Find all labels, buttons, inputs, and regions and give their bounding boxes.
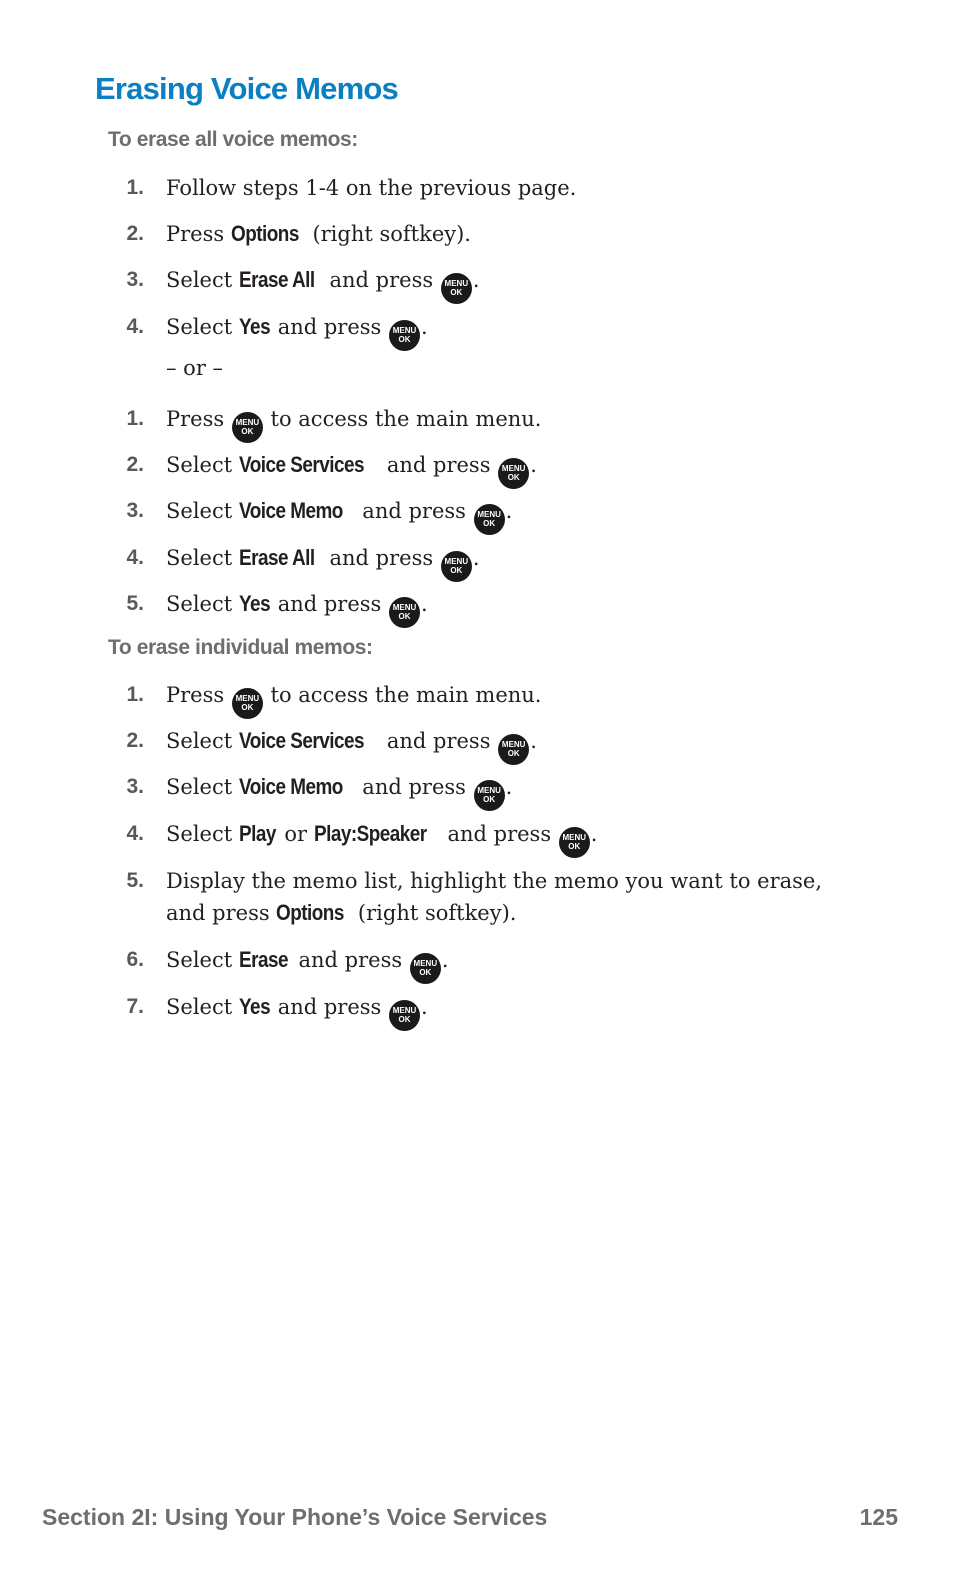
word-press: Press [166,407,225,431]
step-number: 7. [126,995,144,1018]
list-item [0,865,954,935]
list-item [0,449,954,483]
step-number: 2. [126,453,144,476]
step-text: Select Erase All and press MENU OK . [166,264,480,304]
step-number: 6. [126,948,144,971]
word-select: Select [166,822,233,846]
step-text [166,865,846,929]
voice-memo-label: Voice Memo [238,498,343,523]
and-press: and press [329,546,434,570]
step-number: 5. [126,592,144,615]
list-item [0,495,954,529]
menu-ok-key-icon: MENU OK [441,551,472,582]
list-item [0,771,954,805]
menu-ok-key-icon: MENU OK [559,827,590,858]
menu-ok-key-icon: MENU OK [389,1000,420,1031]
word-select: Select [166,592,233,616]
word-select: Select [166,268,233,292]
step-number: 5. [126,869,144,892]
step-suffix: to access the main menu. [270,407,542,431]
list-item [0,679,954,713]
or-separator: – or – [166,356,224,380]
menu-ok-key-icon: MENU OK [498,458,529,489]
step-number: 1. [126,407,144,430]
menu-ok-key-icon: MENU OK [232,412,263,443]
step-text: Select Play or Play:Speaker and press MENU OK . [166,818,597,858]
step-text [166,679,541,719]
list-item [0,264,954,298]
list-item [0,991,954,1025]
page-title: Erasing Voice Memos [95,71,398,106]
step-text: Select Voice Services and press MENU OK . [166,449,537,489]
word-select: Select [166,499,233,523]
word-select: Select [166,453,233,477]
step-text: Select Yes and press MENU OK . [166,991,428,1031]
word-or: or [284,822,308,846]
step-suffix: (right softkey). [357,901,517,925]
step-text: Select Erase All and press MENU OK . [166,542,480,582]
menu-ok-key-icon: MENU OK [389,320,420,351]
step-number: 4. [126,315,144,338]
step-number: 2. [126,729,144,752]
step-text: Follow steps 1-4 on the previous page. [166,176,577,200]
voice-services-label: Voice Services [238,452,364,477]
word-select: Select [166,315,233,339]
voice-services-label: Voice Services [238,728,364,753]
yes-label: Yes [238,591,270,616]
step-number: 4. [126,822,144,845]
play-label: Play [238,821,276,846]
play-speaker-label: Play:Speaker [313,821,427,846]
and-press: and press [362,499,466,523]
yes-label: Yes [238,994,270,1019]
step-number: 1. [126,176,144,199]
list-item [0,172,954,206]
step-text: Select Voice Memo and press MENU OK . [166,771,512,811]
yes-label: Yes [238,314,270,339]
options-softkey-label: Options [276,900,345,925]
footer-section-title: Section 2I: Using Your Phone’s Voice Services [42,1504,548,1530]
step-text: Select Voice Memo and press MENU OK . [166,495,512,535]
and-press: and press [277,315,382,339]
list-item [0,542,954,576]
and-press: and press [329,268,434,292]
list-item [0,944,954,978]
subheading-erase-all: To erase all voice memos: [108,128,358,151]
menu-ok-key-icon: MENU OK [498,734,529,765]
menu-ok-key-icon: MENU OK [389,597,420,628]
step-suffix: (right softkey). [312,222,471,246]
list-item [0,311,954,345]
step-text: Select Erase and press MENU OK . [166,944,449,984]
step-text [166,218,471,250]
page-number: 125 [859,1504,898,1530]
and-press: and press [277,995,382,1019]
menu-ok-key-icon: MENU OK [232,688,263,719]
erase-label: Erase [238,947,288,972]
step-number: 3. [126,268,144,291]
word-select: Select [166,948,233,972]
erase-all-label: Erase All [238,545,315,570]
and-press: and press [277,592,382,616]
step-text: Select Voice Services and press MENU OK . [166,725,537,765]
menu-ok-key-icon: MENU OK [441,273,472,304]
step-text: Select Yes and press MENU OK . [166,311,428,351]
and-press: and press [298,948,403,972]
and-press: and press [447,822,552,846]
erase-all-label: Erase All [238,267,315,292]
step-text: Select Yes and press MENU OK . [166,588,428,628]
list-item [0,588,954,622]
step-number: 3. [126,499,144,522]
menu-ok-key-icon: MENU OK [474,780,505,811]
step-number: 4. [126,546,144,569]
word-select: Select [166,546,233,570]
word-press: Press [166,222,225,246]
and-press: and press [386,453,491,477]
list-item [0,218,954,252]
list-item [0,403,954,437]
word-press: Press [166,683,225,707]
step-text [166,403,541,443]
subheading-erase-individual: To erase individual memos: [108,636,373,659]
step-number: 1. [126,683,144,706]
voice-memo-label: Voice Memo [238,774,343,799]
list-item [0,818,954,852]
word-select: Select [166,775,233,799]
and-press: and press [362,775,466,799]
menu-ok-key-icon: MENU OK [474,504,505,535]
step-number: 2. [126,222,144,245]
word-select: Select [166,729,233,753]
options-softkey-label: Options [230,221,299,246]
word-select: Select [166,995,233,1019]
step-suffix: to access the main menu. [270,683,542,707]
step-number: 3. [126,775,144,798]
step-prefix: Display the memo list, highlight the memo you want to erase, and press [166,869,823,925]
and-press: and press [386,729,491,753]
list-item [0,725,954,759]
menu-ok-key-icon: MENU OK [410,953,441,984]
